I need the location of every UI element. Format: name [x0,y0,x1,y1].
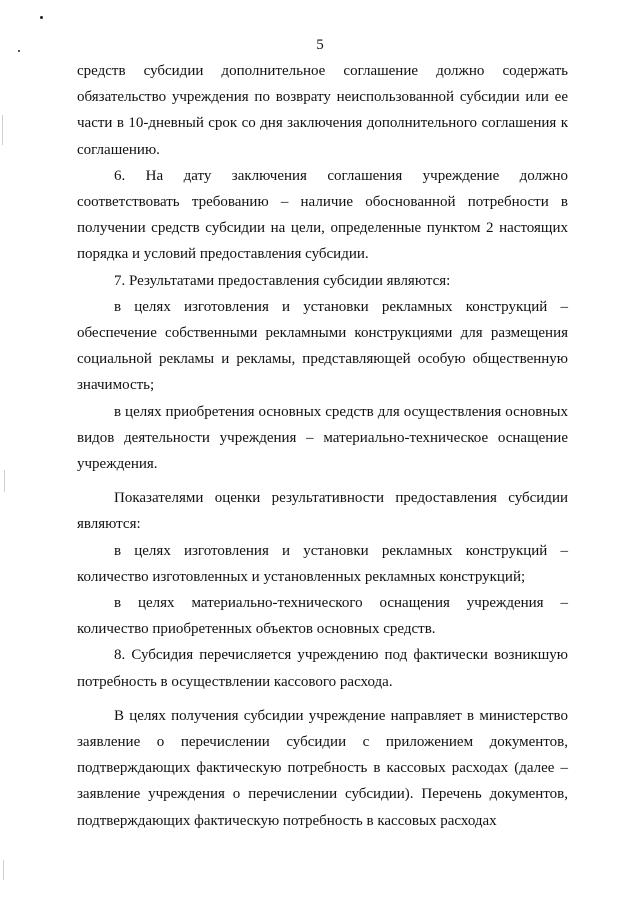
paragraph-indicator-equipment: в целях материально-технического оснащения учреждения – количество приобретенных объектов основных средств. [77,595,568,638]
paragraph-result-advertising: в целях изготовления и установки рекламных конструкций – обеспечение собственными рекламными конструкциями для размещения социальной рекламы и рекламы, представляющей особую общественную значимость; [77,298,568,394]
scan-edge-mark [3,860,4,880]
scan-speck [40,16,43,19]
paragraph-subsidy-agreement-continued: средств субсидии дополнительное соглашение должно содержать обязательство учреждения по возврату неиспользованной субсидии или ее части в 10-дневный срок со дня заключения дополнительного соглашения к соглашению. [77,63,568,158]
document-body [77,58,568,834]
paragraph-item-7: 7. Результатами предоставления субсидии являются: [114,272,451,289]
paragraph-application: В целях получения субсидии учреждение направляет в министерство заявление о перечислении субсидии с приложением документов, подтверждающих фактическую потребность в кассовых расходах (далее – заявление учреждения о перечислении субсидии). Перечень документов, подтверждающих фактическую потребность в кассовых расходах [77,707,568,829]
paragraph-indicator-advertising: в целях изготовления и установки рекламных конструкций – количество изготовленных и установленных рекламных конструкций; [77,542,568,585]
scan-edge-mark [4,470,5,492]
paragraph-item-8: 8. Субсидия перечисляется учреждению под фактически возникшую потребность в осуществлении кассового расхода. [77,647,568,690]
paragraph-result-equipment: в целях приобретения основных средств для осуществления основных видов деятельности учреждения – материально-техническое оснащение учреждения. [77,403,568,473]
paragraph-item-6: 6. На дату заключения соглашения учреждение должно соответствовать требованию – наличие обоснованной потребности в получении средств субсидии на цели, определенные пунктом 2 настоящих порядка и условий предоставления субсидии. [77,167,568,263]
page-number: 5 [316,37,324,53]
scan-edge-mark [2,115,3,145]
paragraph-performance-indicators: Показателями оценки результативности предоставления субсидии являются: [77,490,568,533]
